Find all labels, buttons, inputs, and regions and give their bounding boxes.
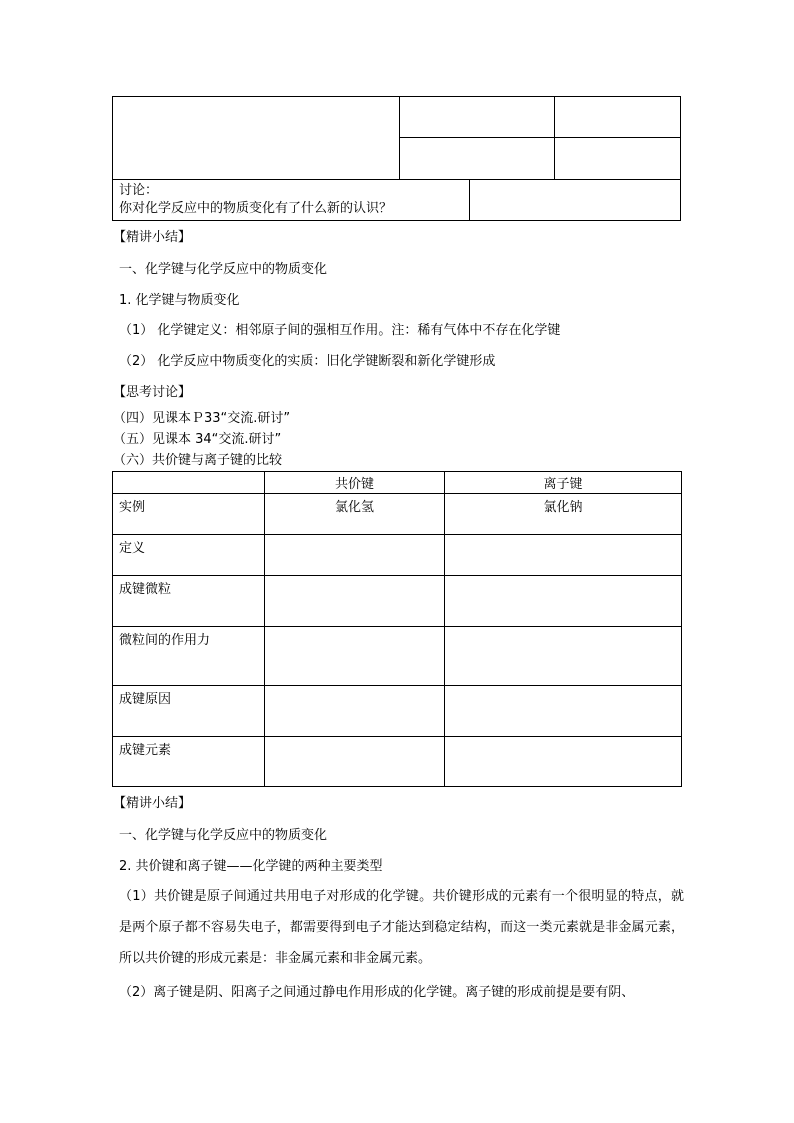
item-heading: 1. 化学键与物质变化 bbox=[119, 293, 240, 308]
section-heading: 【精讲小结】 bbox=[113, 796, 192, 811]
table-row bbox=[113, 686, 682, 737]
think-heading: 【思考讨论】 bbox=[113, 385, 192, 400]
covalent-cell bbox=[265, 627, 445, 686]
table-header bbox=[113, 472, 265, 494]
row-label: 定义 bbox=[113, 535, 265, 576]
paragraph: （2）离子键是阴、阳离子之间通过静电作用形成的化学键。离子键的形成前提是要有阴、 bbox=[119, 985, 635, 1000]
paragraph: （1）共价键是原子间通过共用电子对形成的化学键。共价键形成的元素有一个很明显的特点，就是两个原子都不容易失电子，都需要得到电子才能达到稳定结构，而这一类元素就是非金属元素，所以共价键的形成元素是：非金属元素和非金属元素。 bbox=[119, 889, 684, 966]
ionic-cell: 氯化钠 bbox=[445, 494, 682, 535]
section-title: 一、化学键与化学反应中的物质变化 bbox=[119, 262, 328, 277]
ionic-cell bbox=[445, 627, 682, 686]
section-title: 一、化学键与化学反应中的物质变化 bbox=[119, 828, 328, 843]
table-header-row bbox=[113, 472, 682, 494]
cell-divider bbox=[399, 97, 400, 180]
cell-divider bbox=[554, 97, 555, 180]
item-text: （1） 化学键定义：相邻原子间的强相互作用。注：稀有气体中不存在化学键 bbox=[119, 323, 561, 338]
table-row bbox=[113, 494, 682, 535]
item-text: （2） 化学反应中物质变化的实质：旧化学键断裂和新化学键形成 bbox=[119, 354, 496, 369]
think-line: （四）见课本Ｐ33“交流.研讨” bbox=[113, 411, 291, 426]
row-label: 成键元素 bbox=[113, 737, 265, 787]
cell-divider bbox=[399, 137, 680, 138]
comparison-table bbox=[112, 471, 682, 787]
ionic-cell bbox=[445, 686, 682, 737]
covalent-cell bbox=[265, 535, 445, 576]
ionic-cell bbox=[445, 576, 682, 627]
discussion-label: 讨论： bbox=[119, 183, 159, 198]
section-heading: 【精讲小结】 bbox=[113, 230, 192, 245]
row-divider bbox=[113, 179, 680, 180]
table-row bbox=[113, 535, 682, 576]
ionic-cell bbox=[445, 737, 682, 787]
table-header: 共价键 bbox=[265, 472, 445, 494]
top-table bbox=[112, 96, 681, 221]
item-heading: 2. 共价键和离子键——化学键的两种主要类型 bbox=[119, 859, 383, 874]
table-row bbox=[113, 576, 682, 627]
cell-divider bbox=[469, 179, 470, 220]
table-row bbox=[113, 627, 682, 686]
think-line: （五）见课本 34“交流.研讨” bbox=[113, 432, 282, 447]
discussion-question: 你对化学反应中的物质变化有了什么新的认识？ bbox=[119, 201, 393, 216]
covalent-cell bbox=[265, 737, 445, 787]
table-header: 离子键 bbox=[445, 472, 682, 494]
covalent-cell: 氯化氢 bbox=[265, 494, 445, 535]
row-label: 实例 bbox=[113, 494, 265, 535]
think-line: （六）共价键与离子键的比较 bbox=[113, 453, 283, 468]
covalent-cell bbox=[265, 686, 445, 737]
covalent-cell bbox=[265, 576, 445, 627]
row-label: 微粒间的作用力 bbox=[113, 627, 265, 686]
row-label: 成键微粒 bbox=[113, 576, 265, 627]
row-label: 成键原因 bbox=[113, 686, 265, 737]
ionic-cell bbox=[445, 535, 682, 576]
table-row bbox=[113, 737, 682, 787]
